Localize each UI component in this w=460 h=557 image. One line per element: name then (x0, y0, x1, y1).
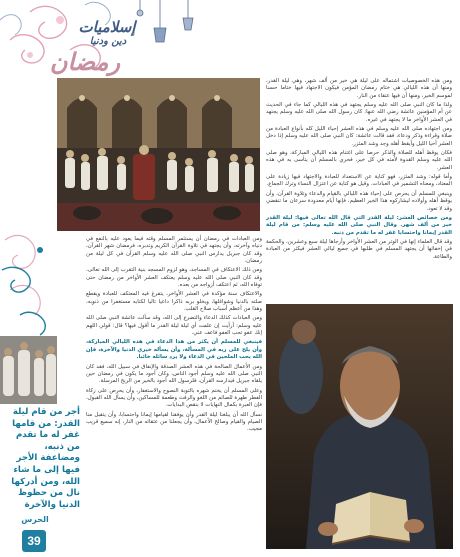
left-arabesque-decoration (0, 230, 60, 340)
pull-quote: أجر من قام ليلة القدر: من قامها غفر له ما تقدم من ذنبه، ومضاعفة الأجر فيها إلى ما شاء الله، ومن أدركها نال من حظوظ الدنيا والآخرة (11, 407, 80, 510)
magazine-logo: الحرس (21, 515, 49, 524)
paragraph: ولذا ما كان النبي صلى الله عليه وسلم يجتهد في هذه الليالي كما جاء في الحديث عن أم المؤمنين عائشة رضي الله عنها: كان رسول الله صلى الله عليه وسلم يجتهد في العشر الأواخر ما لا يجتهد في غيره. (266, 102, 452, 123)
page-number-badge (22, 530, 46, 552)
article-body-lower (86, 236, 262, 554)
reading-photo-illustration (266, 304, 453, 549)
section-ramadan-calligraphy: رمضان (49, 48, 121, 76)
paragraph: وأما قوله: وشد المئزر، فهو كناية عن الاستعداد للعبادة والاجتهاد فيها زيادة على المعتاد، ومعناه التشمير في العبادات. وقيل هو كناية عن اعتزال النساء وترك الجماع. (266, 174, 452, 188)
paragraph: ومن ذلك الاعتكاف في المساجد، وهو لزوم المسجد بنية التقرب إلى الله تعالى، وقد كان النبي صلى الله عليه وسلم يعتكف العشر الأواخر من رمضان حتى توفاه الله، ثم اعتكف أزواجه من بعده. (86, 267, 262, 289)
paragraph: ومن العبادات في رمضان أن يستثمر المسلم وقته فيما يعود عليه بالنفع في دنياه وآخرته، وأن يجتهد في تلاوة القرآن الكريم وتدبره، فرمضان شهر القرآن، وقد كان جبريل يدارس النبي صلى الله عليه وسلم القرآن في كل ليلة من رمضان. (86, 236, 262, 265)
paragraph: ومن الأعمال الصالحة في هذه العشر الصدقة والإنفاق في سبيل الله، فقد كان النبي صلى الله عليه وسلم أجود الناس، وكان أجود ما يكون في رمضان حين يلقاه جبريل فيدارسه القرآن، فلرسول الله أجود بالخير من الريح المرسلة. (86, 363, 262, 385)
mosque-prayer-illustration (57, 78, 260, 231)
paragraph: وينبغي للمسلم أن يحرص على إحياء هذه الليالي بالقيام والدعاء وتلاوة القرآن، وأن يوقظ أهله وأولاده ليشاركوه هذا الخير العظيم، فإنها أيام معدودة سرعان ما تنقضي وقد لا تعود. (266, 190, 452, 212)
highlight-paragraph: ومن خصائص العشر: ليلة القدر التي قال الله تعالى فيها: ليلة القدر خير من ألف شهر. وقال النبي صلى الله عليه وسلم: من قام ليلة القدر إيمانا واحتسابا غفر له ما تقدم من ذنبه. (266, 214, 452, 236)
paragraph: وقد قال العلماء إنها في الوتر من العشر الأواخر وأرجاها ليلة سبع وعشرين، والحكمة في إخفائها أن يجتهد المسلم في طلبها في جميع ليالي العشر فيكثر من العبادة والطاعة. (266, 238, 452, 260)
praying-crowd-small-photo (0, 336, 57, 404)
crowd-photo-illustration (0, 336, 57, 404)
paragraph: ومن هذه الخصوصيات اشتماله على ليلة هي خير من ألف شهر، وهي ليلة القدر، ومنها أن هذه الليالي هي ختام رمضان المؤمن فيكون الاجتهاد فيها ختاما حسنا لموسم الخير، ومنها أن فيها عتقاء من النار. (266, 78, 452, 99)
paragraph: وعلى المسلم أن يختم شهره بالتوبة النصوح والاستغفار، وأن يحرص على زكاة الفطر طهرة للصائم من اللغو والرفث وطعمة للمساكين، وأن يسأل الله القبول، فإن العبرة بكمال النهايات لا بنقص البدايات. (86, 387, 262, 409)
section-title: إسلاميات (78, 18, 136, 36)
paragraph: ومن اجتهاده صلى الله عليه وسلم في هذه العشر إحياء الليل كله بأنواع العبادة من صلاة وقراءة وذكر ودعاء، فقد قالت عائشة: كان النبي صلى الله عليه وسلم إذا دخل العشر أحيا الليل وأيقظ أهله وجد وشد المئزر. (266, 126, 452, 147)
paragraph: ومن العبادات كذلك الدعاء والتضرع إلى الله، وقد سألت عائشة النبي صلى الله عليه وسلم: أرأيت إن علمت أي ليلة ليلة القدر ما أقول فيها؟ قال: قولي اللهم إنك عفو تحب العفو فاعف عني. (86, 315, 262, 337)
paragraph: والاعتكاف سنة مؤكدة في العشر الأواخر، يتفرغ فيه المعتكف للعبادة ويقطع صلته بالدنيا وشواغلها، ويخلو بربه ذاكرا داعيا تاليا لكتابه مستغفرا من ذنوبه، وهذا من أعظم أسباب صلاح القلب. (86, 291, 262, 313)
page-number: 39 (27, 534, 41, 548)
article-body-upper (266, 78, 452, 296)
mosque-prayer-photo (57, 78, 260, 231)
section-subtitle: دين ودنيا (89, 36, 127, 47)
paragraph: فكان يوقظ أهله للصلاة والذكر حرصا على اغتنام هذه الليالي المباركة، وهو صلى الله عليه وسلم القدوة لأمته في كل خير، فحري بالمسلم أن يتأسى به في هذه العشر. (266, 150, 452, 171)
paragraph: نسأل الله أن يبلغنا ليلة القدر وأن يوفقنا لقيامها إيمانا واحتسابا، وأن يتقبل منا الصيام والقيام وصالح الأعمال، وأن يجعلنا من عتقائه من النار، إنه سميع قريب مجيب. (86, 411, 262, 433)
highlight-paragraph: فينبغي للمسلم أن يكثر من هذا الدعاء في هذه الليالي المباركة، وأن يلح على ربه في المسألة، وأن يسأله خيري الدنيا والآخرة، فإن الله يحب الملحين في الدعاء ولا يرد سائله خائبا. (86, 339, 262, 361)
man-reading-quran-photo (266, 304, 453, 549)
